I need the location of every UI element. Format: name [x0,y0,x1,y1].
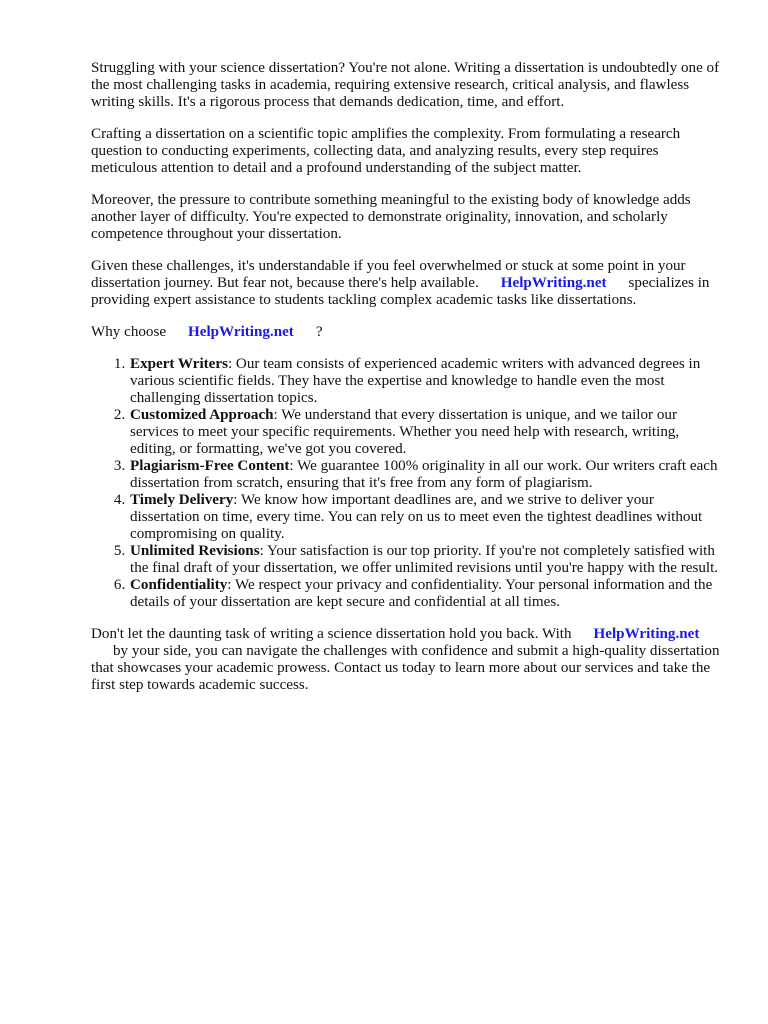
specializes-text: specializes in providing expert assistance to students tackling complex academic tasks like dissertations. [91,275,710,308]
features-list [91,356,721,611]
closing-text-end: by your side, you can navigate the challenges with confidence and submit a high-quality dissertation that showcases your academic prowess. Contact us today to learn more about our services and take the first step towards academic success. [91,643,720,693]
why-choose-line [91,324,721,341]
feature-text: : We guarantee 100% originality in all our work. Our writers craft each dissertation from scratch, ensuring that it's free from any form of plagiarism. [130,458,718,491]
feature-text: : Your satisfaction is our top priority. If you're not completely satisfied with the final draft of your dissertation, we offer unlimited revisions until you're happy with the result. [130,543,719,576]
list-item [129,458,721,492]
feature-text: : We respect your privacy and confidentiality. Your personal information and the details of your dissertation are kept secure and confidential at all times. [130,577,713,610]
feature-title: Expert Writers [130,356,228,372]
feature-text: : We know how important deadlines are, and we strive to deliver your dissertation on time, every time. You can rely on us to meet even the tightest deadlines without compromising on quality. [130,492,703,542]
feature-title: Confidentiality [130,577,228,593]
list-item [129,492,721,543]
help-available-text: Given these challenges, it's understandable if you feel overwhelmed or stuck at some point in your dissertation journey. But fear not, because there's help available. [91,258,686,291]
pressure-paragraph: Moreover, the pressure to contribute something meaningful to the existing body of knowledge adds another layer of difficulty. You're expected to demonstrate originality, innovation, and scholarly competence throughout your dissertation. [91,192,691,242]
complexity-paragraph: Crafting a dissertation on a scientific topic amplifies the complexity. From formulating a research question to conducting experiments, collecting data, and analyzing results, every step requires meticulous attention to detail and a profound understanding of the subject matter. [91,126,681,176]
document-page [91,60,721,709]
feature-text: : We understand that every dissertation is unique, and we tailor our services to meet your specific requirements. Whether you need help with research, writing, editing, or formatting, we've got you covered. [130,407,680,457]
feature-title: Customized Approach [130,407,274,423]
why-choose-text: Why choose [91,324,167,340]
closing-paragraph [91,626,721,694]
help-available-paragraph [91,258,721,309]
helpwriting-link[interactable]: HelpWriting.net [593,626,700,642]
closing-text-start: Don't let the daunting task of writing a science dissertation hold you back. With [91,626,572,642]
list-item [129,356,721,407]
feature-title: Timely Delivery [130,492,234,508]
feature-title: Unlimited Revisions [130,543,260,559]
helpwriting-link[interactable]: HelpWriting.net [500,275,607,291]
intro-paragraph: Struggling with your science dissertation? You're not alone. Writing a dissertation is undoubtedly one of the most challenging tasks in academia, requiring extensive research, critical analysis, and flawless writing skills. It's a rigorous process that demands dedication, time, and effort. [91,60,720,110]
question-mark: ? [315,324,323,340]
feature-title: Plagiarism-Free Content [130,458,290,474]
helpwriting-link[interactable]: HelpWriting.net [188,324,294,340]
feature-text: : Our team consists of experienced academic writers with advanced degrees in various scientific fields. They have the expertise and knowledge to handle even the most challenging dissertation topics. [130,356,701,406]
list-item [129,543,721,577]
list-item [129,577,721,611]
list-item [129,407,721,458]
